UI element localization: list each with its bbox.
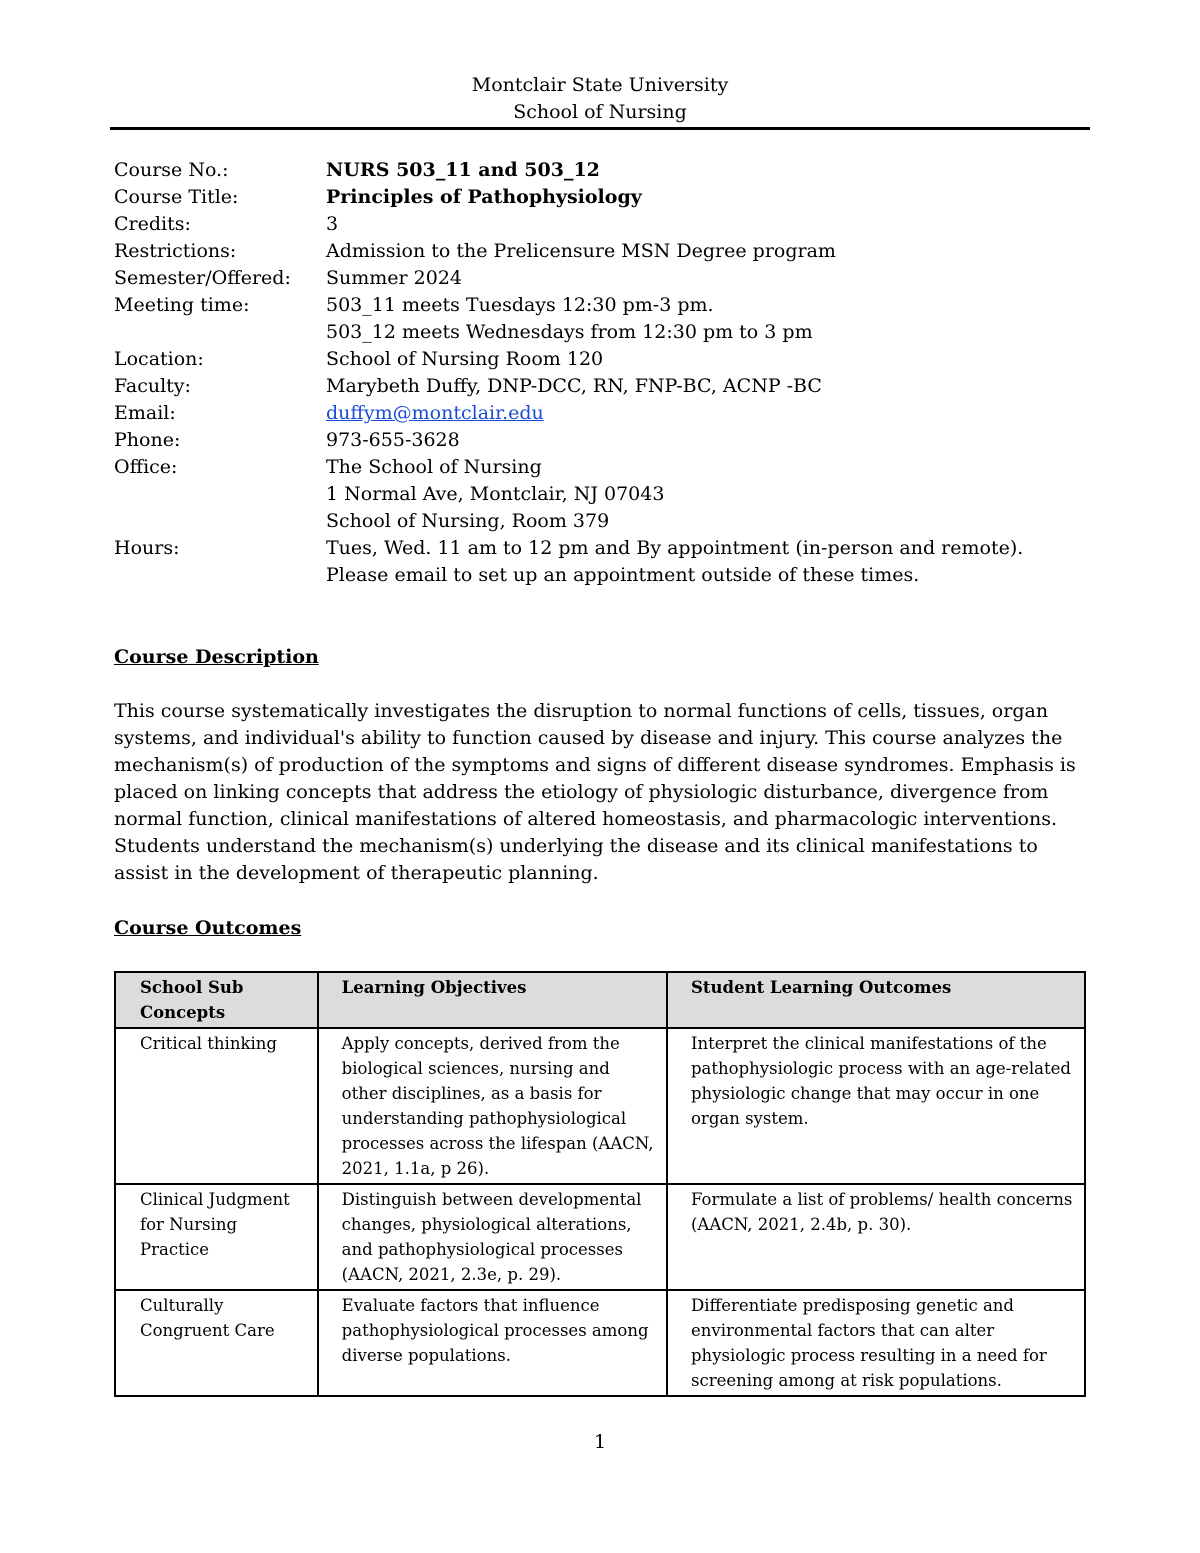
course-description-text: This course systematically investigates the disruption to normal functions of cells, tissues, organ systems, and individual's ability to function caused by disease and injury. This course analyzes the mechanism(s) of production of the symptoms and signs of different disease syndromes. Emphasis is placed on linking concepts that address the etiology of physiologic disturbance, divergence from normal function, clinical manifestations of altered homeostasis, and pharmacologic interventions. Students understand the mechanism(s) underlying the disease and its clinical manifestations to assist in the development of therapeutic planning.	[114, 700, 1076, 884]
table-header-row	[115, 972, 1085, 1028]
sub-concept-cell: Critical thinking	[115, 1028, 318, 1184]
header-learning-objectives: Learning Objectives	[318, 972, 667, 1028]
course-info-value: Summer 2024	[326, 267, 463, 289]
table-row	[115, 1028, 1085, 1184]
course-info-row	[114, 292, 1094, 319]
course-info-value: Admission to the Prelicensure MSN Degree program	[326, 240, 836, 262]
course-info-row	[114, 211, 1094, 238]
document-header	[110, 72, 1090, 126]
header-student-learning-outcomes: Student Learning Outcomes	[667, 972, 1085, 1028]
page-number: 1	[593, 1431, 607, 1453]
course-info-value: The School of Nursing	[326, 456, 542, 478]
course-outcomes-table	[114, 971, 1086, 1397]
header-sub-concepts: School Sub Concepts	[115, 972, 318, 1028]
course-info-label	[114, 508, 326, 535]
learning-objective-cell: Apply concepts, derived from the biological sciences, nursing and other disciplines, as a basis for understanding pathophysiological processes across the lifespan (AACN, 2021, 1.1a, p 26).	[318, 1028, 667, 1184]
learning-outcome-cell: Interpret the clinical manifestations of the pathophysiologic process with an age-related physiologic change that may occur in one organ system.	[667, 1028, 1085, 1184]
course-info-row	[114, 265, 1094, 292]
course-info-label: Email:	[114, 402, 176, 424]
course-info-row	[114, 481, 1094, 508]
course-info-row	[114, 427, 1094, 454]
course-info-label: Location:	[114, 348, 204, 370]
table-row	[115, 1290, 1085, 1396]
course-info-row	[114, 157, 1094, 184]
sub-concept-cell: Culturally Congruent Care	[115, 1290, 318, 1396]
sub-concept-cell: Clinical Judgment for Nursing Practice	[115, 1184, 318, 1290]
learning-outcome-cell: Formulate a list of problems/ health concerns (AACN, 2021, 2.4b, p. 30).	[667, 1184, 1085, 1290]
course-info-label: Credits:	[114, 213, 191, 235]
school-name: School of Nursing	[513, 101, 687, 123]
university-name: Montclair State University	[471, 74, 729, 96]
course-info-value: 973-655-3628	[326, 429, 460, 451]
course-info-label	[114, 562, 326, 589]
course-info-label: Course No.:	[114, 159, 229, 181]
course-outcomes-heading: Course Outcomes	[114, 917, 302, 939]
course-info-label: Restrictions:	[114, 240, 237, 262]
course-info-value: 3	[326, 213, 339, 235]
learning-outcome-cell: Differentiate predisposing genetic and environmental factors that can alter physiologic process resulting in a need for screening among at risk populations.	[667, 1290, 1085, 1396]
course-info-value: 503_12 meets Wednesdays from 12:30 pm to 3 pm	[326, 321, 813, 343]
course-info-label	[114, 319, 326, 346]
course-info-row	[114, 184, 1094, 211]
course-info-label: Meeting time:	[114, 294, 250, 316]
email-link[interactable]: duffym@montclair.edu	[326, 402, 544, 424]
course-info-label	[114, 481, 326, 508]
course-info-value: School of Nursing Room 120	[326, 348, 604, 370]
course-description-heading: Course Description	[114, 646, 319, 668]
course-info-row	[114, 535, 1094, 562]
course-info-value: Principles of Pathophysiology	[326, 186, 642, 208]
course-info-row	[114, 400, 1094, 427]
course-info-value: Tues, Wed. 11 am to 12 pm and By appointment (in-person and remote).	[326, 537, 1024, 559]
learning-objective-cell: Evaluate factors that influence pathophysiological processes among diverse populations.	[318, 1290, 667, 1396]
course-info-label: Phone:	[114, 429, 181, 451]
course-info-label: Hours:	[114, 537, 180, 559]
course-info-value: School of Nursing, Room 379	[326, 510, 610, 532]
course-info-label: Office:	[114, 456, 178, 478]
course-info-row	[114, 454, 1094, 481]
course-info-row	[114, 508, 1094, 535]
course-info-row	[114, 238, 1094, 265]
course-info-row	[114, 373, 1094, 400]
course-info-value: 503_11 meets Tuesdays 12:30 pm-3 pm.	[326, 294, 714, 316]
course-info-value: Please email to set up an appointment outside of these times.	[326, 564, 920, 586]
header-divider	[110, 127, 1090, 130]
course-info-value: Marybeth Duffy, DNP-DCC, RN, FNP-BC, ACNP -BC	[326, 375, 822, 397]
course-info-value: NURS 503_11 and 503_12	[326, 159, 600, 181]
course-info-row	[114, 562, 1094, 589]
course-info-value: 1 Normal Ave, Montclair, NJ 07043	[326, 483, 665, 505]
course-info-block	[114, 157, 1094, 589]
course-info-value	[326, 400, 1094, 427]
table-row	[115, 1184, 1085, 1290]
course-info-label: Semester/Offered:	[114, 267, 291, 289]
course-info-label: Faculty:	[114, 375, 191, 397]
course-info-label: Course Title:	[114, 186, 239, 208]
course-info-row	[114, 319, 1094, 346]
learning-objective-cell: Distinguish between developmental changes, physiological alterations, and pathophysiological processes (AACN, 2021, 2.3e, p. 29).	[318, 1184, 667, 1290]
course-info-row	[114, 346, 1094, 373]
